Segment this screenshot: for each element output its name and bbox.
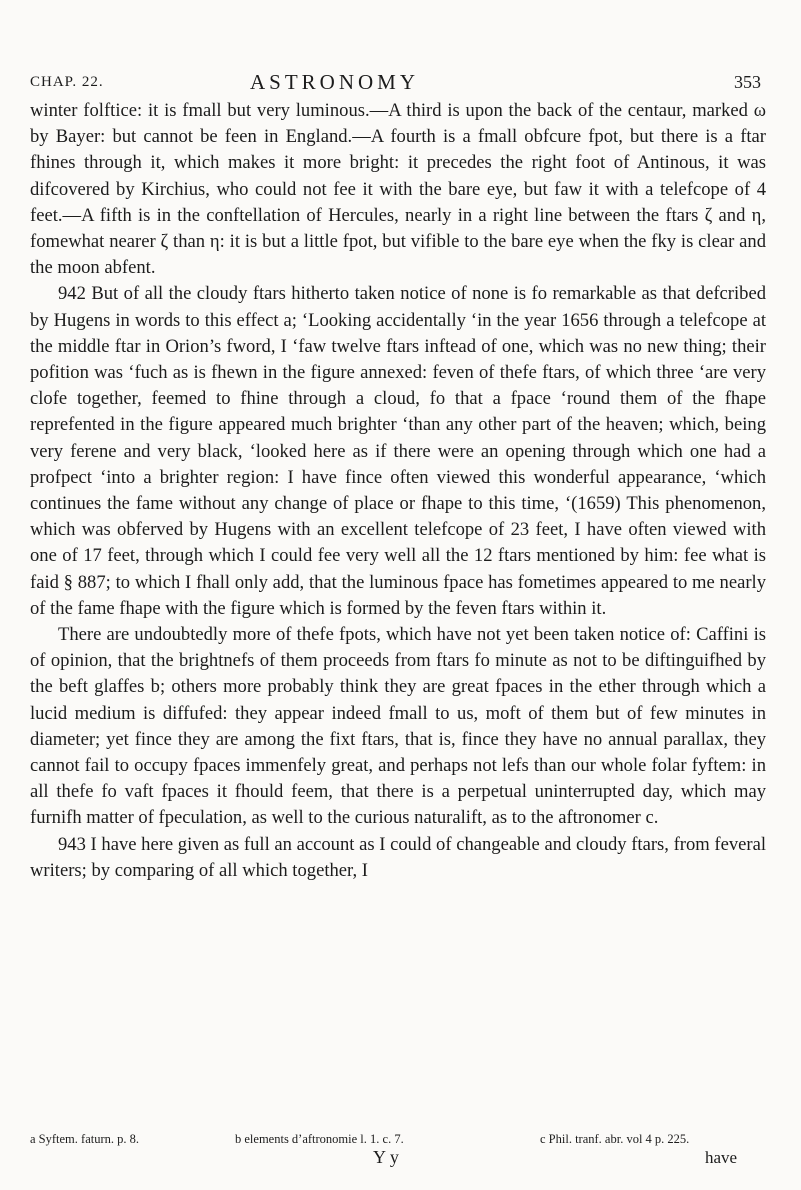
paragraph-942: 942 But of all the cloudy ftars hitherto taken notice of none is fo remarkable as that defcribed by Hugens in words to this effect a; ‘Looking accidentally ‘in the year 1656 through a telefcope at the middle ftar in Orion’s fword, I ‘faw twelve ftars inftead of one, which was no new thing; their pofition was ‘fuch as is fhewn in the figure annexed: feven of thefe ftars, of which three ‘are very clofe together, feemed to fhine through a cloud, fo that a fpace ‘round them of the fhape reprefented in the figure appeared much brighter ‘than any other part of the heaven; which, being very ferene and very black, ‘looked here as if there were an opening through which one had a profpect ‘into a brighter region: I have fince often viewed this wonderful appearance, ‘which continues the fame without any change of place or fhape to this time, ‘(1659) This phenomenon, which was obferved by Hugens with an excellent telefcope of 23 feet, I have often viewed with one of 17 feet, through which I could fee very well all the 12 ftars mentioned by him: fee what is faid § 887; to which I fhall only add, that the luminous fpace has fometimes appeared to me nearly of the fame fhape with the figure which is formed by the feven ftars within it. bbox=[30, 283, 766, 619]
signature-mark: Y y bbox=[373, 1147, 399, 1167]
page-number: 353 bbox=[734, 72, 761, 92]
footnote-b: b elements d’aftronomie l. 1. c. 7. bbox=[235, 1132, 404, 1146]
body-text bbox=[30, 98, 766, 884]
footnote-a: a Syftem. faturn. p. 8. bbox=[30, 1132, 140, 1146]
paragraph-cloudy-spots: There are undoubtedly more of thefe fpots, which have not yet been taken notice of: Caffini is of opinion, that the brightnefs of them proceeds from ftars fo minute as not to be diftinguifhed by the beft glaffes b; others more probably think they are great fpaces in the ether through which a lucid medium is diffufed: they appear indeed fmall to us, moft of them but of few minutes in diameter; yet fince they are among the fixt ftars, that is, fince they have no annual parallax, they cannot fail to occupy fpaces immenfely great, and perhaps not lefs than our whole folar fyftem: in all thefe fo vaft fpaces it fhould feem, that there is a perpetual uninterrupted day, which may furnifh matter of fpeculation, as well to the curious naturalift, as to the aftronomer c. bbox=[30, 624, 766, 829]
footnote-c: c Phil. tranf. abr. vol 4 p. 225. bbox=[540, 1132, 690, 1146]
paragraph-943: 943 I have here given as full an account as I could of changeable and cloudy ftars, from feveral writers; by comparing of all which together, I bbox=[30, 833, 766, 881]
running-header bbox=[30, 70, 771, 98]
chapter-label: CHAP. 22. bbox=[30, 74, 104, 90]
paragraph-continuation: winter folftice: it is fmall but very luminous.—A third is upon the back of the centaur, marked ω by Bayer: but cannot be feen in England.—A fourth is a fmall obfcure fpot, but there is a ftar fhines through it, which makes it more bright: it precedes the right foot of Antinous, it was difcovered by Kirchius, who could not fee it with the bare eye, but faw it with a telefcope of 4 feet.—A fifth is in the conftellation of Hercules, nearly in a right line between the ftars ζ and η, fomewhat nearer ζ than η: it is but a little fpot, but vifible to the bare eye when the fky is clear and the moon abfent. bbox=[30, 100, 766, 279]
running-title: ASTRONOMY bbox=[250, 70, 420, 94]
catchword: have bbox=[705, 1148, 738, 1167]
